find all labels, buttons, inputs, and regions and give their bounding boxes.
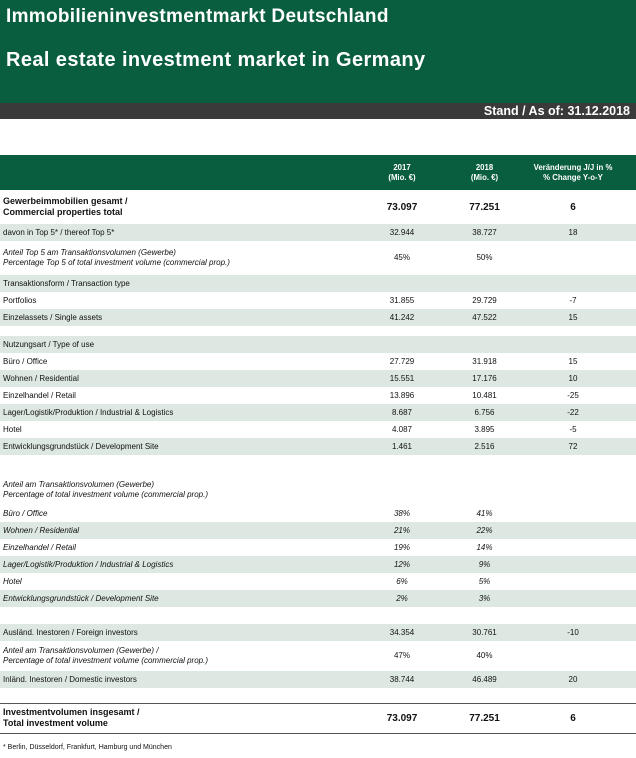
header-label-cell (0, 155, 342, 190)
table-row (0, 353, 636, 370)
value-2018: 41% (459, 505, 507, 522)
value-2017: 21% (342, 522, 459, 539)
table-row (0, 438, 636, 455)
section-label: Transaktionsform / Transaction type (0, 275, 342, 292)
table-row (0, 539, 636, 556)
value-2017: 41.242 (342, 309, 459, 326)
spacer-row (0, 688, 636, 703)
value-change: 6 (507, 190, 636, 224)
table-row (0, 641, 636, 671)
value-2017: 32.944 (342, 224, 459, 241)
row-label (0, 703, 342, 733)
footnote: * Berlin, Düsseldorf, Frankfurt, Hamburg und München (3, 744, 172, 751)
value-2017: 8.687 (342, 404, 459, 421)
value-2017: 19% (342, 539, 459, 556)
value-change (507, 241, 636, 275)
table-row (0, 292, 636, 309)
value-2017: 1.461 (342, 438, 459, 455)
label-line2: Percentage of total investment volume (commercial prop.) (3, 490, 208, 499)
section-row (0, 275, 636, 292)
value-2018: 50% (459, 241, 507, 275)
section-row (0, 336, 636, 353)
header-change (507, 155, 636, 190)
table-row (0, 224, 636, 241)
value-change: 15 (507, 353, 636, 370)
investment-table (0, 155, 636, 734)
value-2018: 38.727 (459, 224, 507, 241)
value-2018: 3% (459, 590, 507, 607)
label-line2: Percentage of total investment volume (commercial prop.) (3, 656, 208, 665)
header-2018 (459, 155, 507, 190)
row-label: davon in Top 5* / thereof Top 5* (0, 224, 342, 241)
table-row (0, 387, 636, 404)
value-2017: 13.896 (342, 387, 459, 404)
value-2018: 14% (459, 539, 507, 556)
value-change: -5 (507, 421, 636, 438)
value-2017: 47% (342, 641, 459, 671)
value-2018: 46.489 (459, 671, 507, 688)
value-change: 72 (507, 438, 636, 455)
label-line1: Anteil Top 5 am Transaktionsvolumen (Gewerbe) (3, 248, 176, 257)
table-row (0, 505, 636, 522)
table-row (0, 190, 636, 224)
row-label: Einzelhandel / Retail (0, 387, 342, 404)
value-change: 10 (507, 370, 636, 387)
row-label: Inländ. Inestoren / Domestic investors (0, 671, 342, 688)
row-label: Hotel (0, 573, 342, 590)
row-label: Entwicklungsgrundstück / Development Site (0, 590, 342, 607)
report-header (0, 0, 636, 103)
header-2018-year: 2018 (475, 162, 494, 172)
label-line2: Commercial properties total (3, 207, 123, 217)
table-header-row (0, 155, 636, 190)
row-label (0, 190, 342, 224)
value-2018: 17.176 (459, 370, 507, 387)
value-2017: 34.354 (342, 624, 459, 641)
value-2017: 38% (342, 505, 459, 522)
value-2017: 15.551 (342, 370, 459, 387)
value-2018: 30.761 (459, 624, 507, 641)
value-2018: 22% (459, 522, 507, 539)
value-change: -10 (507, 624, 636, 641)
title-german: Immobilieninvestmentmarkt Deutschland (6, 6, 389, 27)
row-label: Portfolios (0, 292, 342, 309)
table-row (0, 370, 636, 387)
row-label: Wohnen / Residential (0, 370, 342, 387)
value-change: 18 (507, 224, 636, 241)
value-change: -25 (507, 387, 636, 404)
value-2017: 31.855 (342, 292, 459, 309)
value-2018: 31.918 (459, 353, 507, 370)
section-row (0, 475, 636, 505)
label-line1: Investmentvolumen insgesamt / (3, 707, 140, 717)
label-line1: Gewerbeimmobilien gesamt / (3, 196, 128, 206)
row-label (0, 241, 342, 275)
value-change: 15 (507, 309, 636, 326)
value-2018: 6.756 (459, 404, 507, 421)
row-label: Lager/Logistik/Produktion / Industrial & Logistics (0, 556, 342, 573)
value-2018: 10.481 (459, 387, 507, 404)
value-2018: 47.522 (459, 309, 507, 326)
label-line1: Anteil am Transaktionsvolumen (Gewerbe) (3, 480, 155, 489)
table-row (0, 573, 636, 590)
header-2017-year: 2017 (393, 162, 411, 172)
value-2018: 9% (459, 556, 507, 573)
header-change-de: Veränderung J/J in % (533, 162, 613, 172)
table-row (0, 522, 636, 539)
value-change (507, 641, 636, 671)
value-change: -7 (507, 292, 636, 309)
label-line1: Anteil am Transaktionsvolumen (Gewerbe) / (3, 646, 159, 655)
header-2017 (342, 155, 459, 190)
value-2017: 2% (342, 590, 459, 607)
value-2018: 29.729 (459, 292, 507, 309)
value-2018: 40% (459, 641, 507, 671)
row-label: Ausländ. Inestoren / Foreign investors (0, 624, 342, 641)
value-2017: 73.097 (342, 190, 459, 224)
value-2017: 38.744 (342, 671, 459, 688)
spacer-row (0, 607, 636, 624)
value-2017: 6% (342, 573, 459, 590)
value-2018: 3.895 (459, 421, 507, 438)
table-row (0, 404, 636, 421)
value-2017: 12% (342, 556, 459, 573)
row-label: Büro / Office (0, 353, 342, 370)
header-2018-unit: (Mio. €) (470, 172, 499, 182)
value-2017: 45% (342, 241, 459, 275)
table-row (0, 624, 636, 641)
table-row (0, 590, 636, 607)
value-2018: 77.251 (459, 190, 507, 224)
table-row (0, 556, 636, 573)
total-row (0, 703, 636, 733)
row-label: Hotel (0, 421, 342, 438)
label-line2: Total investment volume (3, 718, 108, 728)
spacer-row (0, 455, 636, 475)
value-change: 6 (507, 703, 636, 733)
table-row (0, 309, 636, 326)
value-change: 20 (507, 671, 636, 688)
label-line2: Percentage Top 5 of total investment volume (commercial prop.) (3, 258, 230, 267)
spacer-row (0, 326, 636, 336)
value-2017: 27.729 (342, 353, 459, 370)
table-row (0, 241, 636, 275)
value-change: -22 (507, 404, 636, 421)
header-change-en: % Change Y-o-Y (543, 172, 603, 182)
value-2017: 4.087 (342, 421, 459, 438)
row-label: Einzelassets / Single assets (0, 309, 342, 326)
value-2018: 5% (459, 573, 507, 590)
date-bar (0, 103, 636, 119)
header-2017-unit: (Mio. €) (388, 172, 416, 182)
row-label (0, 641, 342, 671)
row-label: Wohnen / Residential (0, 522, 342, 539)
row-label: Lager/Logistik/Produktion / Industrial & Logistics (0, 404, 342, 421)
section-label: Nutzungsart / Type of use (0, 336, 342, 353)
table-row (0, 671, 636, 688)
table-row (0, 421, 636, 438)
section-label (0, 475, 342, 505)
row-label: Entwicklungsgrundstück / Development Site (0, 438, 342, 455)
as-of-date: Stand / As of: 31.12.2018 (483, 104, 630, 118)
row-label: Büro / Office (0, 505, 342, 522)
row-label: Einzelhandel / Retail (0, 539, 342, 556)
value-2018: 2.516 (459, 438, 507, 455)
value-2017: 73.097 (342, 703, 459, 733)
title-english: Real estate investment market in Germany (6, 49, 426, 71)
value-2018: 77.251 (459, 703, 507, 733)
